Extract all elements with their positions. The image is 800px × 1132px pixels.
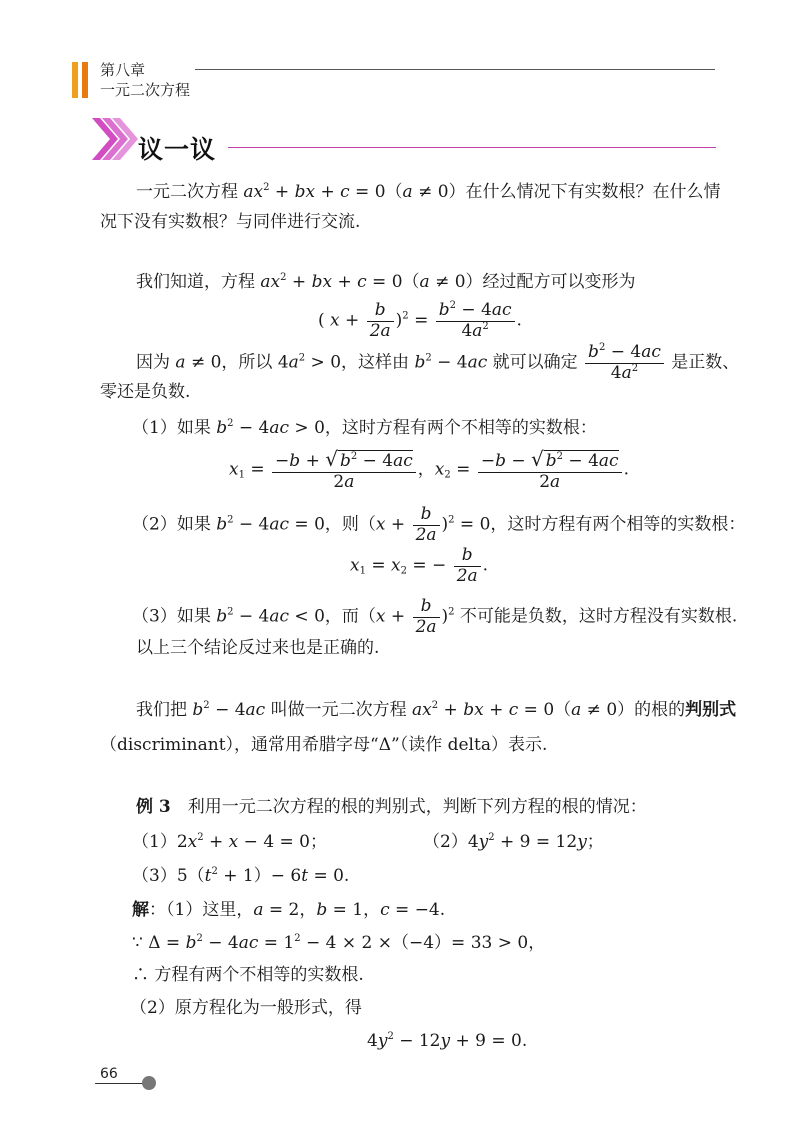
case-1-text: （1）如果 $b^2 - 4ac > 0$，这时方程有两个不相等的实数根： (132, 418, 597, 438)
discriminant-definition-cont: （discriminant），通常用希腊字母“Δ”（读作 delta）表示. (100, 735, 548, 755)
case-2-roots: $x_1 = x_2$ = − $\frac{b}{2a}$ . (350, 545, 489, 586)
formula-completed-square: ( x + $\frac{b}{2a}$ )$^2$ = $\frac{b^2 - 4ac}{4a^2}$ . (318, 300, 522, 341)
example-3-eq-2: $(2)4y^2 + 9 = 12y$； (423, 832, 604, 852)
solution-step-1: 解：（1）这里，a = 2，b = 1，c = −4. (132, 900, 446, 920)
example-3-eq-1: $(1)2x^2 + x - 4 = 0$； (132, 832, 328, 852)
chevron-arrows-icon (92, 118, 138, 160)
chapter-label: 第八章 (100, 61, 146, 79)
paragraph-sign-cont: 零还是负数. (100, 382, 191, 402)
solution-step-4: （2）原方程化为一般形式，得 (130, 998, 362, 1018)
discuss-heading: 议一议 (138, 135, 217, 164)
case-1-roots: $x_1$ = $\frac{-b + √ b^2 - 4ac}{2a}$ ，$x_2$ = $\frac{-b - √ b^2 - 4ac}{2a}$ . (229, 447, 629, 492)
case-2-text: （2）如果 $b^2 - 4ac = 0$，则（x + $\frac{b}{2a}$ )$^2$ = 0，这时方程有两个相等的实数根： (132, 504, 746, 545)
header-bar-left (72, 62, 78, 98)
solution-step-3: ∴ 方程有两个不相等的实数根. (132, 965, 364, 985)
chapter-title: 一元二次方程 (100, 81, 191, 99)
footer-dot (142, 1076, 156, 1090)
case-3-text: （3）如果 $b^2 - 4ac < 0$，而（x + $\frac{b}{2a}$ )$^2$ 不可能是负数，这时方程没有实数根. (132, 596, 738, 637)
converse-statement: 以上三个结论反过来也是正确的. (136, 638, 380, 658)
solution-step-2: ∵ $\Delta = b^2 - 4ac = 1^2 - 4 \times 2 \times(-4)= 33 > 0$， (132, 933, 546, 953)
paragraph-completing-square: 我们知道，方程 $ax^2$ + bx + c = 0（a ≠ 0）经过配方可以变形为 (136, 272, 636, 292)
footer-rule (95, 1083, 143, 1084)
question-line-1: 一元二次方程 $ax^2$ + bx + c = 0（a ≠ 0）在什么情况下有实数根？在什么情 (136, 182, 721, 202)
header-bar-right (82, 62, 88, 98)
question-line-2: 况下没有实数根？与同伴进行交流. (100, 212, 361, 232)
solution-general-form: $4y^2 - 12y + 9 = 0$. (367, 1031, 528, 1051)
discriminant-definition: 我们把 $b^2 - 4ac$ 叫做一元二次方程 $ax^2$ + bx + c = 0（a ≠ 0）的根的判别式 (136, 700, 737, 720)
discuss-rule (228, 147, 716, 148)
paragraph-sign: 因为 a ≠ 0，所以 $4a^2 > 0$，这样由 $b^2 - 4ac$ 就可以确定 $\frac{b^2 - 4ac}{4a^2}$ 是正数、 (136, 342, 740, 383)
example-3-title: 例 3 利用一元二次方程的根的判别式，判断下列方程的根的情况： (136, 797, 647, 817)
example-3-eq-3: $(3)5(t^2 + 1)- 6t = 0$. (132, 866, 350, 886)
page-number: 66 (100, 1066, 118, 1082)
header-rule (195, 69, 715, 70)
